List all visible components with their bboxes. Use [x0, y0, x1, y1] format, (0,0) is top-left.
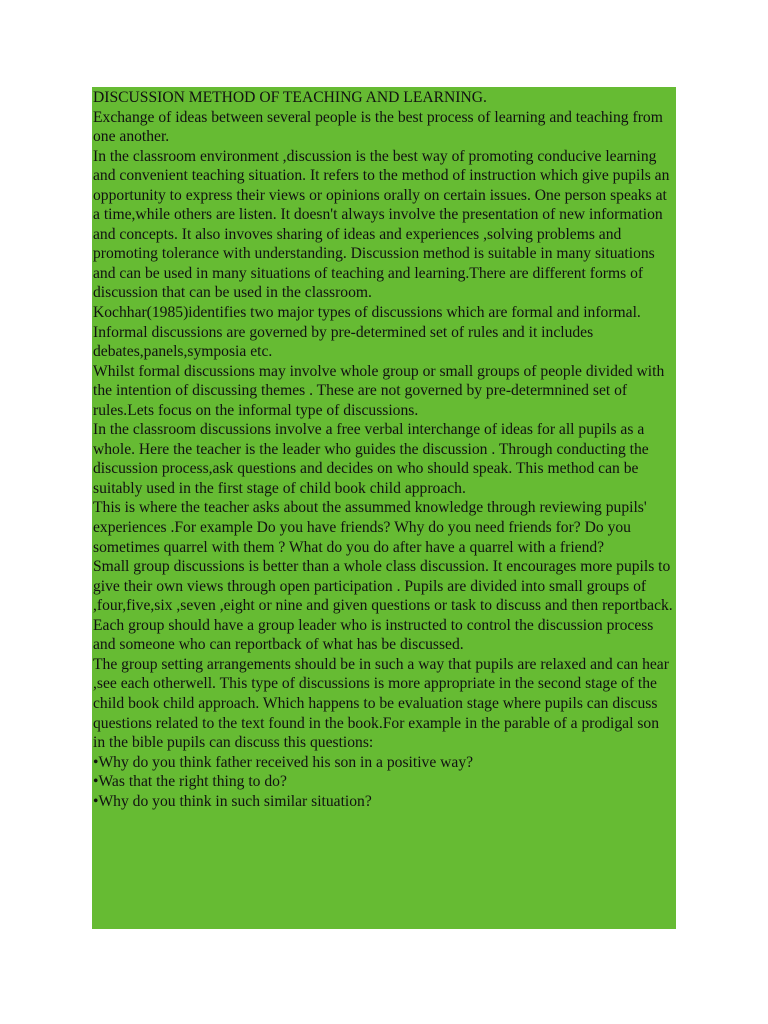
bullet-item: •Was that the right thing to do?	[93, 773, 287, 791]
paragraph: In the classroom environment ,discussion is the best way of promoting conducive learning and convenient teaching situation. It refers to the method of instruction which give pupils an opportunity to express their views or opinions orally on certain issues. One person speaks at a time,while others are listen. It doesn't always involve the presentation of new information and concepts. It also invoves sharing of ideas and experiences ,solving problems and promoting tolerance with understanding. Discussion method is suitable in many situations and can be used in many situations of teaching and learning.There are different forms of discussion that can be used in the classroom.	[93, 147, 670, 302]
paragraph: Whilst formal discussions may involve whole group or small groups of people divided with the intention of discussing themes . These are not governed by pre-determnined set of rules.Lets focus on the informal type of discussions.	[93, 362, 665, 419]
paragraph: Kochhar(1985)identifies two major types of discussions which are formal and informal.	[93, 304, 641, 322]
paragraph: The group setting arrangements should be in such a way that pupils are relaxed and can hear ,see each otherwell. This type of discussions is more appropriate in the second stage of the child book child approach. Which happens to be evaluation stage where pupils can discuss questions related to the text found in the book.For example in the parable of a prodigal son in the bible pupils can discuss this questions:	[93, 655, 669, 752]
bullet-item: •Why do you think in such similar situation?	[93, 792, 372, 810]
paragraph: Informal discussions are governed by pre-determined set of rules and it includes debates,panels,symposia etc.	[93, 323, 594, 361]
paragraph: Exchange of ideas between several people is the best process of learning and teaching from one another.	[93, 108, 663, 146]
document-text	[93, 88, 675, 811]
bullet-item: •Why do you think father received his son in a positive way?	[93, 753, 474, 771]
paragraph: Small group discussions is better than a whole class discussion. It encourages more pupils to give their own views through open participation . Pupils are divided into small groups of ,four,five,six ,seven ,eight or nine and given questions or task to discuss and then reportback. Each group should have a group leader who is instructed to control the discussion process and someone who can reportback of what has be discussed.	[93, 558, 673, 654]
paragraph: This is where the teacher asks about the assummed knowledge through reviewing pupils' experiences .For example Do you have friends? Why do you need friends for? Do you sometimes quarrel with them ? What do you do after have a quarrel with a friend?	[93, 499, 647, 556]
document-block	[92, 87, 676, 929]
document-title: DISCUSSION METHOD OF TEACHING AND LEARNING.	[93, 89, 487, 106]
paragraph: In the classroom discussions involve a free verbal interchange of ideas for all pupils as a whole. Here the teacher is the leader who guides the discussion . Through conducting the discussion process,ask questions and decides on who should speak. This method can be suitably used in the first stage of child book child approach.	[93, 421, 649, 497]
